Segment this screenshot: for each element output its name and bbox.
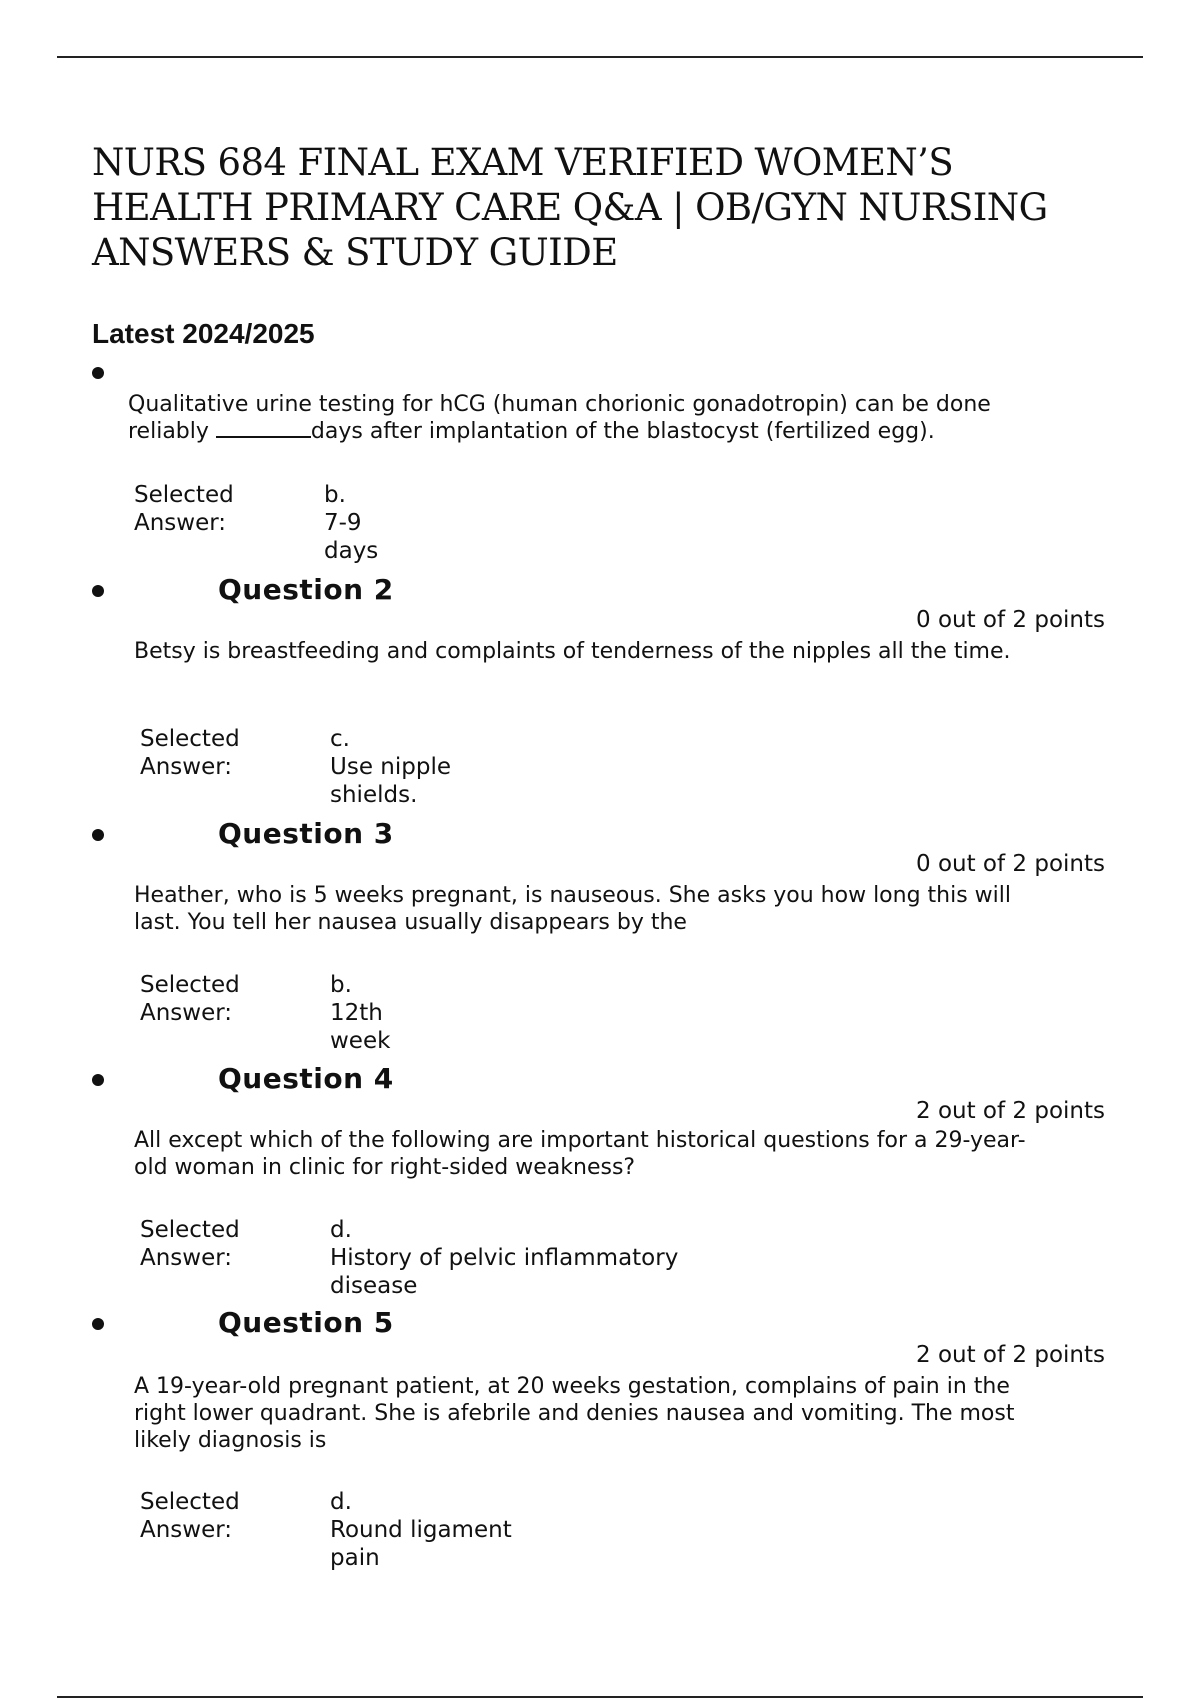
title-line-2: HEALTH PRIMARY CARE Q&A | OB/GYN NURSING xyxy=(92,186,1048,229)
selected-answer-label xyxy=(134,481,254,537)
answer-text-line2: shields. xyxy=(330,782,418,808)
answer-text-line2: pain xyxy=(330,1545,380,1571)
top-rule xyxy=(57,56,1143,58)
answer-letter: b. xyxy=(330,972,352,998)
question-3-points: 0 out of 2 points xyxy=(916,851,1105,877)
selected-answer-label xyxy=(140,971,260,1027)
answer-text-line2: days xyxy=(324,538,379,564)
answer-letter: b. xyxy=(324,482,346,508)
selected-answer-label xyxy=(140,725,260,781)
question-1-answer xyxy=(324,481,684,565)
document-subtitle: Latest 2024/2025 xyxy=(92,318,315,349)
selected-answer-label xyxy=(140,1216,260,1272)
question-4-answer xyxy=(330,1216,690,1300)
question-1-text xyxy=(128,391,1048,445)
question-5-points: 2 out of 2 points xyxy=(916,1342,1105,1368)
question-4-text: All except which of the following are important historical questions for a 29-year-old woman in clinic for right-sided weakness? xyxy=(134,1128,1026,1180)
question-3-answer xyxy=(330,971,690,1055)
selected-label-text: Selected xyxy=(140,972,240,998)
answer-label-text: Answer: xyxy=(140,1000,233,1026)
question-5-text: A 19-year-old pregnant patient, at 20 weeks gestation, complains of pain in the right lower quadrant. She is afebrile and denies nausea and vomiting. The most likely diagnosis is xyxy=(134,1374,1015,1453)
question-3-title: Question 3 xyxy=(218,817,394,850)
question-1-text-start: Qualitative urine testing for hCG (human chorionic gonadotropin) can be done reliably xyxy=(128,392,991,444)
answer-label-text: Answer: xyxy=(140,1245,233,1271)
answer-text-line2: week xyxy=(330,1028,391,1054)
answer-label-text: Answer: xyxy=(140,754,233,780)
answer-text-line1: History of pelvic inflammatory xyxy=(330,1245,679,1271)
answer-text-line1: Use nipple xyxy=(330,754,451,780)
selected-label-text: Selected xyxy=(140,726,240,752)
question-2-text: Betsy is breastfeeding and complaints of tenderness of the nipples all the time. xyxy=(134,639,1011,664)
answer-label-text: Answer: xyxy=(134,510,227,536)
bullet-icon xyxy=(92,1318,104,1330)
selected-label-text: Selected xyxy=(140,1217,240,1243)
question-2-answer xyxy=(330,725,690,809)
answer-letter: d. xyxy=(330,1489,352,1515)
bottom-rule xyxy=(57,1696,1143,1698)
answer-text-line1: Round ligament xyxy=(330,1517,512,1543)
answer-blank xyxy=(216,418,311,438)
answer-letter: d. xyxy=(330,1217,352,1243)
title-line-3: ANSWERS & STUDY GUIDE xyxy=(92,231,618,274)
question-2-points: 0 out of 2 points xyxy=(916,607,1105,633)
answer-label-text: Answer: xyxy=(140,1517,233,1543)
question-5-title: Question 5 xyxy=(218,1306,394,1339)
bullet-icon xyxy=(92,367,104,379)
bullet-icon xyxy=(92,585,104,597)
answer-text-line1: 7-9 xyxy=(324,510,362,536)
document-title xyxy=(92,140,1092,275)
answer-text-line2: disease xyxy=(330,1273,418,1299)
question-4-title: Question 4 xyxy=(218,1062,394,1095)
selected-label-text: Selected xyxy=(134,482,234,508)
question-1-text-end: days after implantation of the blastocyst (fertilized egg). xyxy=(310,419,935,444)
question-2-title: Question 2 xyxy=(218,573,394,606)
selected-answer-label xyxy=(140,1488,260,1544)
bullet-icon xyxy=(92,829,104,841)
selected-label-text: Selected xyxy=(140,1489,240,1515)
question-5-answer xyxy=(330,1488,690,1572)
question-3-text: Heather, who is 5 weeks pregnant, is nauseous. She asks you how long this will last. You tell her nausea usually disappears by the xyxy=(134,883,1012,935)
answer-letter: c. xyxy=(330,726,350,752)
question-4-points: 2 out of 2 points xyxy=(916,1098,1105,1124)
answer-text-line1: 12th xyxy=(330,1000,383,1026)
title-line-1: NURS 684 FINAL EXAM VERIFIED WOMEN’S xyxy=(92,141,954,184)
bullet-icon xyxy=(92,1074,104,1086)
